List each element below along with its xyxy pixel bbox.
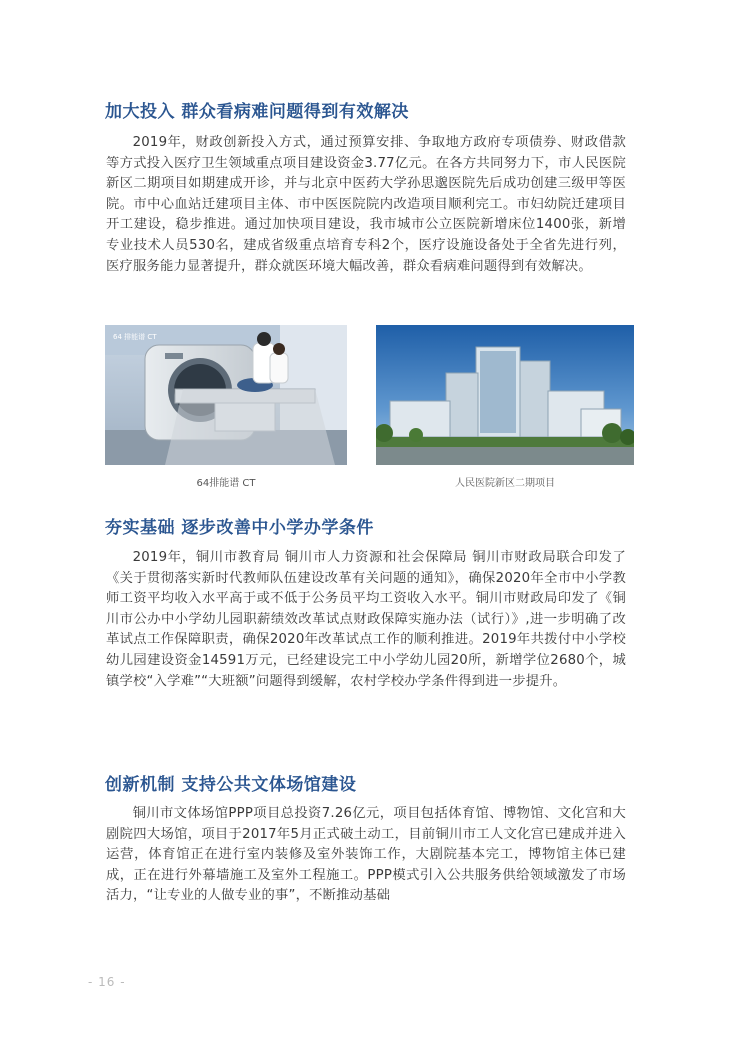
ct-photo-caption: 64排能谱 CT (196, 478, 256, 489)
paragraph-education: 2019年，铜川市教育局 铜川市人力资源和社会保障局 铜川市财政局联合印发了《关于贯彻落实新时代教师队伍建设改革有关问题的通知》，确保2020年全市中小学教师工资平均收入水平高于或不低于公务员平均工资收入水平。铜川市财政局印发了《铜川市公办中小学幼儿园职薪绩效改革试点财政保障实施办法（试行）》,进一步明确了改革试点工作保障职责，确保2020年改革试点工作的顺利推进。2019年共拨付中小学校幼儿园建设资金14591万元，已经建设完工中小学幼儿园20所，新增学位2680个，城镇学校“入学难”“大班额”问题得到缓解，农村学校办学条件得到进一步提升。 (106, 550, 626, 689)
section-heading-education: 夯实基础 逐步改善中小学办学条件 (105, 518, 374, 538)
ct-scanner-photo (105, 325, 347, 465)
section-heading-healthcare: 加大投入 群众看病难问题得到有效解决 (105, 102, 409, 122)
ct-overlay-label: 64 排能谱 CT (113, 333, 157, 341)
hospital-building-photo (376, 325, 634, 465)
section-heading-culture-sports: 创新机制 支持公共文体场馆建设 (105, 775, 357, 795)
hospital-photo-caption: 人民医院新区二期项目 (455, 478, 555, 489)
page-number: - 16 - (88, 975, 126, 989)
paragraph-culture-sports: 铜川市文体场馆PPP项目总投资7.26亿元，项目包括体育馆、博物馆、文化宫和大剧院四大场馆，项目于2017年5月正式破土动工，目前铜川市工人文化宫已建成并进入运营，体育馆正在进行室内装修及室外装饰工作，大剧院基本完工，博物馆主体已建成，正在进行外幕墙施工及室外工程施工。PPP模式引入公共服务供给领域激发了市场活力，“让专业的人做专业的事”，不断推动基础 (106, 806, 626, 904)
paragraph-healthcare: 2019年，财政创新投入方式，通过预算安排、争取地方政府专项债券、财政借款等方式投入医疗卫生领域重点项目建设资金3.77亿元。在各方共同努力下，市人民医院新区二期项目如期建成开诊，并与北京中医药大学孙思邈医院先后成功创建三级甲等医院。市中心血站迁建项目主体、市中医医院院内改造项目顺利完工。市妇幼院迁建项目开工建设，稳步推进。通过加快项目建设，我市城市公立医院新增床位1400张，新增专业技术人员530名，建成省级重点培育专科2个，医疗设施设备处于全省先进行列，医疗服务能力显著提升，群众就医环境大幅改善，群众看病难问题得到有效解决。 (106, 135, 626, 274)
